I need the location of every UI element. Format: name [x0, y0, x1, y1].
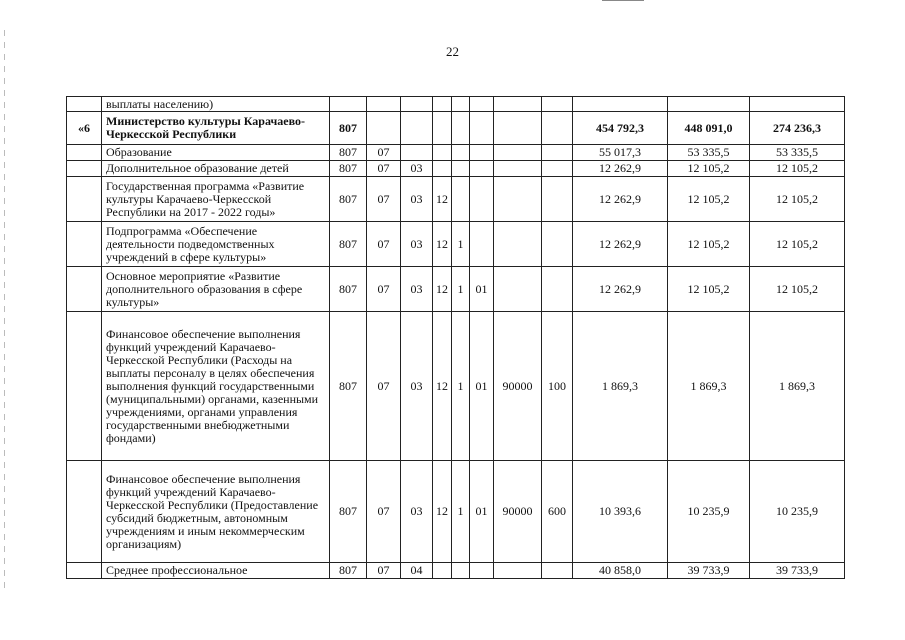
cell-amount-year-3: 12 105,2 — [750, 222, 845, 267]
cell-amount-year-2: 1 869,3 — [668, 312, 750, 461]
cell-subprogram-code — [452, 112, 470, 145]
cell-subprogram-code — [452, 145, 470, 161]
cell-item-name: Подпрограмма «Обеспечение деятельности подведомственных учреждений в сфере культуры» — [102, 222, 330, 267]
cell-amount-year-3: 1 869,3 — [750, 312, 845, 461]
table-row — [67, 312, 845, 461]
cell-event-code — [470, 97, 494, 112]
cell-ministry-code: 807 — [330, 461, 367, 563]
cell-subprogram-code — [452, 161, 470, 177]
cell-amount-year-2: 53 335,5 — [668, 145, 750, 161]
cell-subsection-code: 03 — [401, 222, 433, 267]
cell-section-code: 07 — [367, 145, 401, 161]
cell-ministry-code: 807 — [330, 267, 367, 312]
cell-expense-type-code — [542, 563, 573, 579]
cell-ministry-code: 807 — [330, 161, 367, 177]
cell-subsection-code: 03 — [401, 267, 433, 312]
budget-table-body — [67, 97, 845, 579]
cell-amount-year-1: 1 869,3 — [573, 312, 668, 461]
cell-subprogram-code: 1 — [452, 461, 470, 563]
cell-expense-type-code — [542, 161, 573, 177]
cell-event-code — [470, 145, 494, 161]
cell-ministry-code: 807 — [330, 222, 367, 267]
cell-amount-year-3: 10 235,9 — [750, 461, 845, 563]
cell-ministry-code: 807 — [330, 563, 367, 579]
cell-row-number — [67, 161, 102, 177]
cell-subsection-code — [401, 112, 433, 145]
cell-event-code — [470, 112, 494, 145]
cell-ministry-code: 807 — [330, 177, 367, 222]
cell-item-name: Финансовое обеспечение выполнения функций учреждений Карачаево-Черкесской Республики (Предоставление субсидий бюджетным, автономным учреждениям и иным некоммерческим организациям) — [102, 461, 330, 563]
table-row — [67, 461, 845, 563]
cell-amount-year-1: 40 858,0 — [573, 563, 668, 579]
cell-amount-year-3 — [750, 97, 845, 112]
cell-item-name: Государственная программа «Развитие культуры Карачаево-Черкесской Республики на 2017 - 2022 годы» — [102, 177, 330, 222]
cell-subsection-code: 04 — [401, 563, 433, 579]
cell-amount-year-3: 274 236,3 — [750, 112, 845, 145]
cell-item-name: Основное мероприятие «Развитие дополнительного образования в сфере культуры» — [102, 267, 330, 312]
cell-row-number — [67, 145, 102, 161]
cell-item-name: Министерство культуры Карачаево-Черкесской Республики — [102, 112, 330, 145]
cell-program-code: 12 — [433, 222, 452, 267]
cell-section-code: 07 — [367, 161, 401, 177]
cell-row-number — [67, 177, 102, 222]
cell-subprogram-code — [452, 177, 470, 222]
cell-subprogram-code — [452, 97, 470, 112]
cell-subsection-code: 03 — [401, 461, 433, 563]
cell-amount-year-3: 12 105,2 — [750, 177, 845, 222]
cell-amount-year-1: 454 792,3 — [573, 112, 668, 145]
cell-subsection-code: 03 — [401, 161, 433, 177]
cell-section-code — [367, 97, 401, 112]
cell-item-name: Образование — [102, 145, 330, 161]
cell-amount-year-1: 12 262,9 — [573, 267, 668, 312]
cell-expense-type-code: 600 — [542, 461, 573, 563]
cell-row-number: «6 — [67, 112, 102, 145]
cell-section-code: 07 — [367, 222, 401, 267]
cell-row-number — [67, 461, 102, 563]
cell-program-code — [433, 145, 452, 161]
cell-event-code: 01 — [470, 461, 494, 563]
cell-program-code: 12 — [433, 267, 452, 312]
scan-edge-mark — [602, 0, 644, 1]
cell-ministry-code: 807 — [330, 145, 367, 161]
cell-subprogram-code: 1 — [452, 312, 470, 461]
cell-event-code — [470, 222, 494, 267]
cell-direction-code — [494, 267, 542, 312]
cell-amount-year-2: 39 733,9 — [668, 563, 750, 579]
cell-amount-year-3: 12 105,2 — [750, 161, 845, 177]
cell-section-code: 07 — [367, 177, 401, 222]
cell-amount-year-1: 10 393,6 — [573, 461, 668, 563]
cell-subsection-code — [401, 97, 433, 112]
cell-section-code: 07 — [367, 563, 401, 579]
table-row — [67, 222, 845, 267]
cell-item-name: Дополнительное образование детей — [102, 161, 330, 177]
page-number: 22 — [446, 44, 459, 59]
cell-program-code — [433, 97, 452, 112]
cell-amount-year-2 — [668, 97, 750, 112]
cell-expense-type-code — [542, 177, 573, 222]
cell-direction-code: 90000 — [494, 312, 542, 461]
cell-direction-code — [494, 97, 542, 112]
cell-direction-code — [494, 161, 542, 177]
cell-amount-year-1: 12 262,9 — [573, 177, 668, 222]
budget-table — [66, 96, 845, 579]
cell-subprogram-code: 1 — [452, 222, 470, 267]
cell-item-name: Среднее профессиональное — [102, 563, 330, 579]
table-row — [67, 161, 845, 177]
cell-event-code — [470, 161, 494, 177]
cell-section-code: 07 — [367, 312, 401, 461]
cell-program-code — [433, 161, 452, 177]
cell-direction-code — [494, 145, 542, 161]
cell-amount-year-3: 12 105,2 — [750, 267, 845, 312]
cell-subsection-code: 03 — [401, 177, 433, 222]
cell-program-code: 12 — [433, 177, 452, 222]
cell-amount-year-2: 10 235,9 — [668, 461, 750, 563]
cell-item-name: выплаты населению) — [102, 97, 330, 112]
cell-amount-year-3: 53 335,5 — [750, 145, 845, 161]
cell-amount-year-2: 12 105,2 — [668, 267, 750, 312]
cell-direction-code — [494, 177, 542, 222]
cell-event-code: 01 — [470, 267, 494, 312]
table-row — [67, 563, 845, 579]
cell-ministry-code: 807 — [330, 312, 367, 461]
cell-expense-type-code — [542, 97, 573, 112]
cell-ministry-code — [330, 97, 367, 112]
cell-direction-code — [494, 112, 542, 145]
cell-expense-type-code — [542, 222, 573, 267]
cell-amount-year-2: 12 105,2 — [668, 177, 750, 222]
cell-ministry-code: 807 — [330, 112, 367, 145]
cell-amount-year-2: 12 105,2 — [668, 161, 750, 177]
cell-direction-code: 90000 — [494, 461, 542, 563]
cell-section-code — [367, 112, 401, 145]
cell-subsection-code — [401, 145, 433, 161]
cell-event-code — [470, 563, 494, 579]
cell-amount-year-1: 55 017,3 — [573, 145, 668, 161]
cell-item-name: Финансовое обеспечение выполнения функций учреждений Карачаево-Черкесской Республики (Расходы на выплаты персоналу в целях обеспечения выполнения функций государственными (муниципальными) органами, казенными учреждениями, органами управления государственными внебюджетными фондами) — [102, 312, 330, 461]
cell-section-code: 07 — [367, 461, 401, 563]
cell-subprogram-code: 1 — [452, 267, 470, 312]
cell-amount-year-1: 12 262,9 — [573, 161, 668, 177]
cell-amount-year-3: 39 733,9 — [750, 563, 845, 579]
scan-margin-mark — [4, 30, 5, 590]
cell-section-code: 07 — [367, 267, 401, 312]
cell-expense-type-code — [542, 112, 573, 145]
cell-event-code: 01 — [470, 312, 494, 461]
cell-program-code — [433, 112, 452, 145]
cell-program-code: 12 — [433, 312, 452, 461]
cell-row-number — [67, 222, 102, 267]
table-row — [67, 145, 845, 161]
cell-expense-type-code — [542, 145, 573, 161]
table-row — [67, 112, 845, 145]
cell-direction-code — [494, 222, 542, 267]
cell-expense-type-code: 100 — [542, 312, 573, 461]
cell-amount-year-1: 12 262,9 — [573, 222, 668, 267]
table-row — [67, 177, 845, 222]
cell-subprogram-code — [452, 563, 470, 579]
cell-amount-year-1 — [573, 97, 668, 112]
cell-event-code — [470, 177, 494, 222]
table-row — [67, 97, 845, 112]
cell-row-number — [67, 312, 102, 461]
cell-program-code — [433, 563, 452, 579]
table-row — [67, 267, 845, 312]
cell-row-number — [67, 97, 102, 112]
cell-direction-code — [494, 563, 542, 579]
cell-expense-type-code — [542, 267, 573, 312]
cell-program-code: 12 — [433, 461, 452, 563]
cell-amount-year-2: 12 105,2 — [668, 222, 750, 267]
cell-subsection-code: 03 — [401, 312, 433, 461]
cell-row-number — [67, 267, 102, 312]
cell-row-number — [67, 563, 102, 579]
cell-amount-year-2: 448 091,0 — [668, 112, 750, 145]
